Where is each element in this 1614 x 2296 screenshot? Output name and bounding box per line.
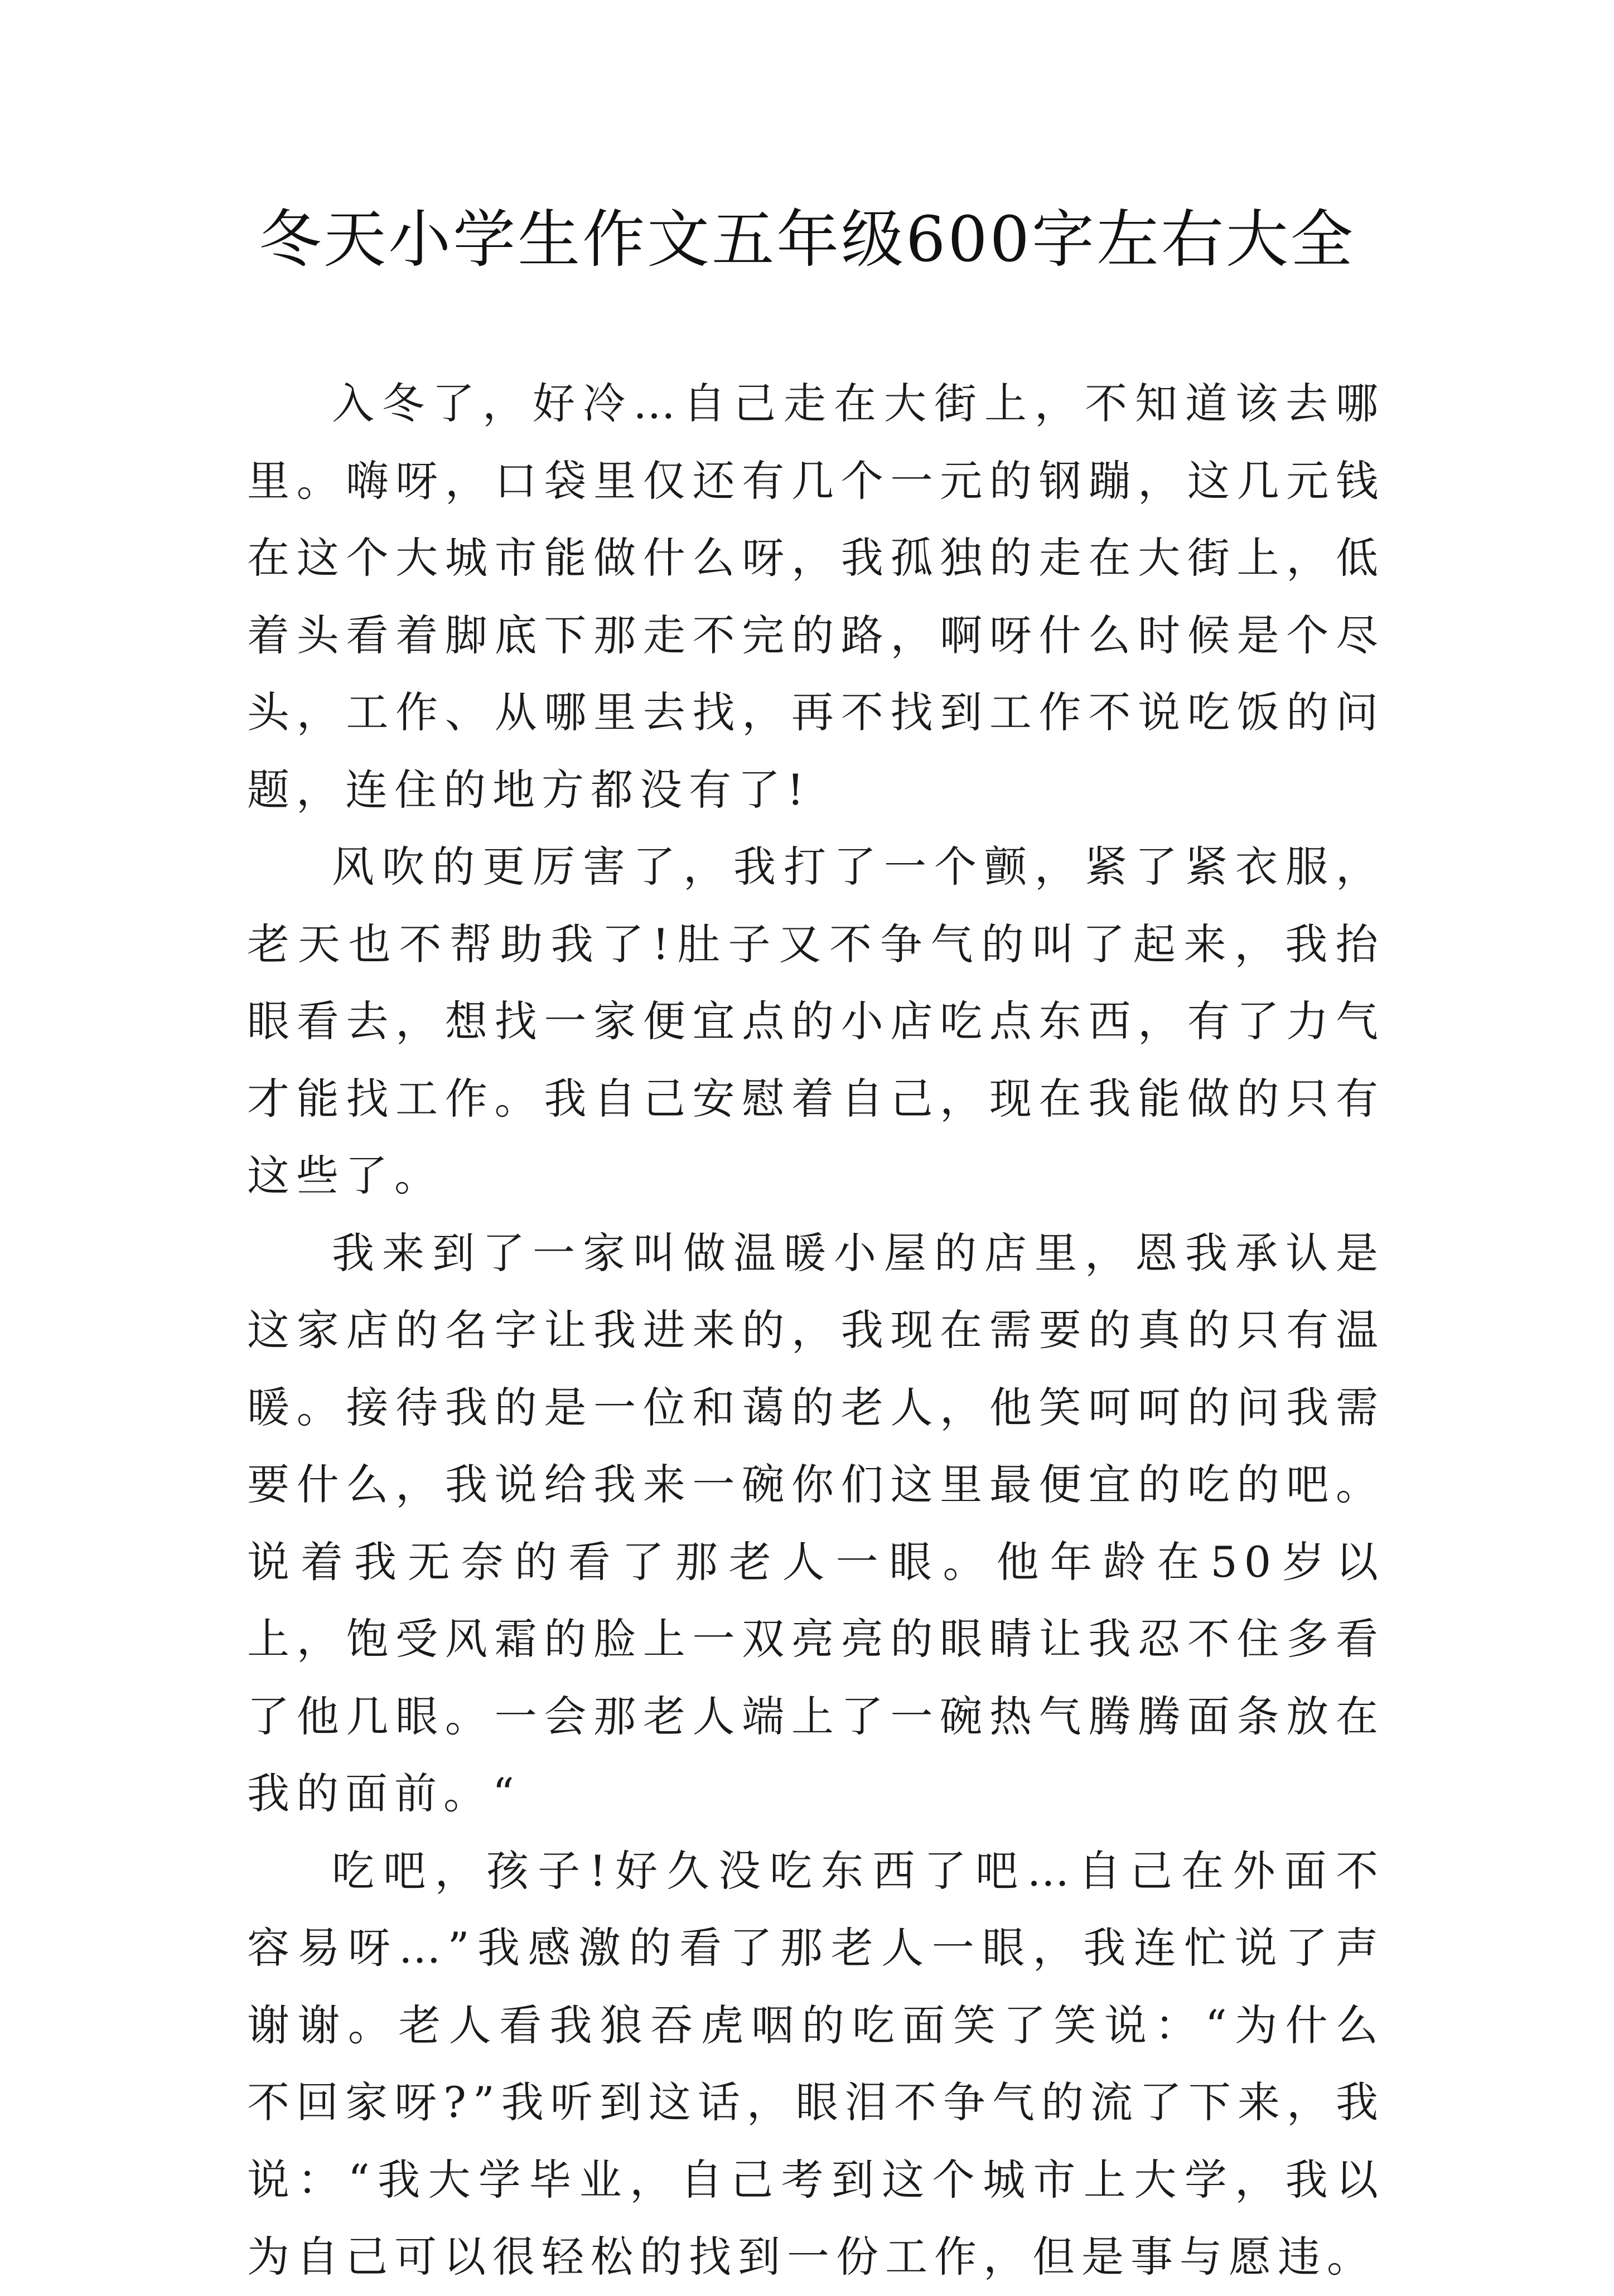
paragraph: 入冬了，好冷…自己走在大街上，不知道该去哪里。嗨呀，口袋里仅还有几个一元的钢蹦，这几元钱在这个大城市能做什么呀，我孤独的走在大街上，低着头看着脚底下那走不完的路，啊呀什么时候是个尽头，工作、从哪里去找，再不找到工作不说吃饭的问题，连住的地方都没有了!: [247, 379, 1385, 815]
document-title: 冬天小学生作文五年级600字左右大全: [259, 204, 1355, 276]
paragraph: 吃吧，孩子!好久没吃东西了吧…自己在外面不容易呀…”我感激的看了那老人一眼，我连忙说了声谢谢。老人看我狼吞虎咽的吃面笑了笑说：“为什么不回家呀?”我听到这话，眼泪不争气的流了下来，我说：“我大学毕业，自己考到这个城市上大学，我以为自己可以很轻松的找到一份工作，但是事与愿违。: [247, 1845, 1385, 2282]
paragraph: 风吹的更厉害了，我打了一个颤，紧了紧衣服，老天也不帮助我了!肚子又不争气的叫了起来，我抬眼看去，想找一家便宜点的小店吃点东西，有了力气才能找工作。我自己安慰着自己，现在我能做的只有这些了。: [247, 842, 1385, 1200]
paragraph: 我来到了一家叫做温暖小屋的店里，恩我承认是这家店的名字让我进来的，我现在需要的真的只有温暖。接待我的是一位和蔼的老人，他笑呵呵的问我需要什么，我说给我来一碗你们这里最便宜的吃的吧。说着我无奈的看了那老人一眼。他年龄在50岁以上，饱受风霜的脸上一双亮亮的眼睛让我忍不住多看了他几眼。一会那老人端上了一碗热气腾腾面条放在我的面前。“: [247, 1228, 1385, 1818]
document-body: [247, 365, 1385, 2296]
